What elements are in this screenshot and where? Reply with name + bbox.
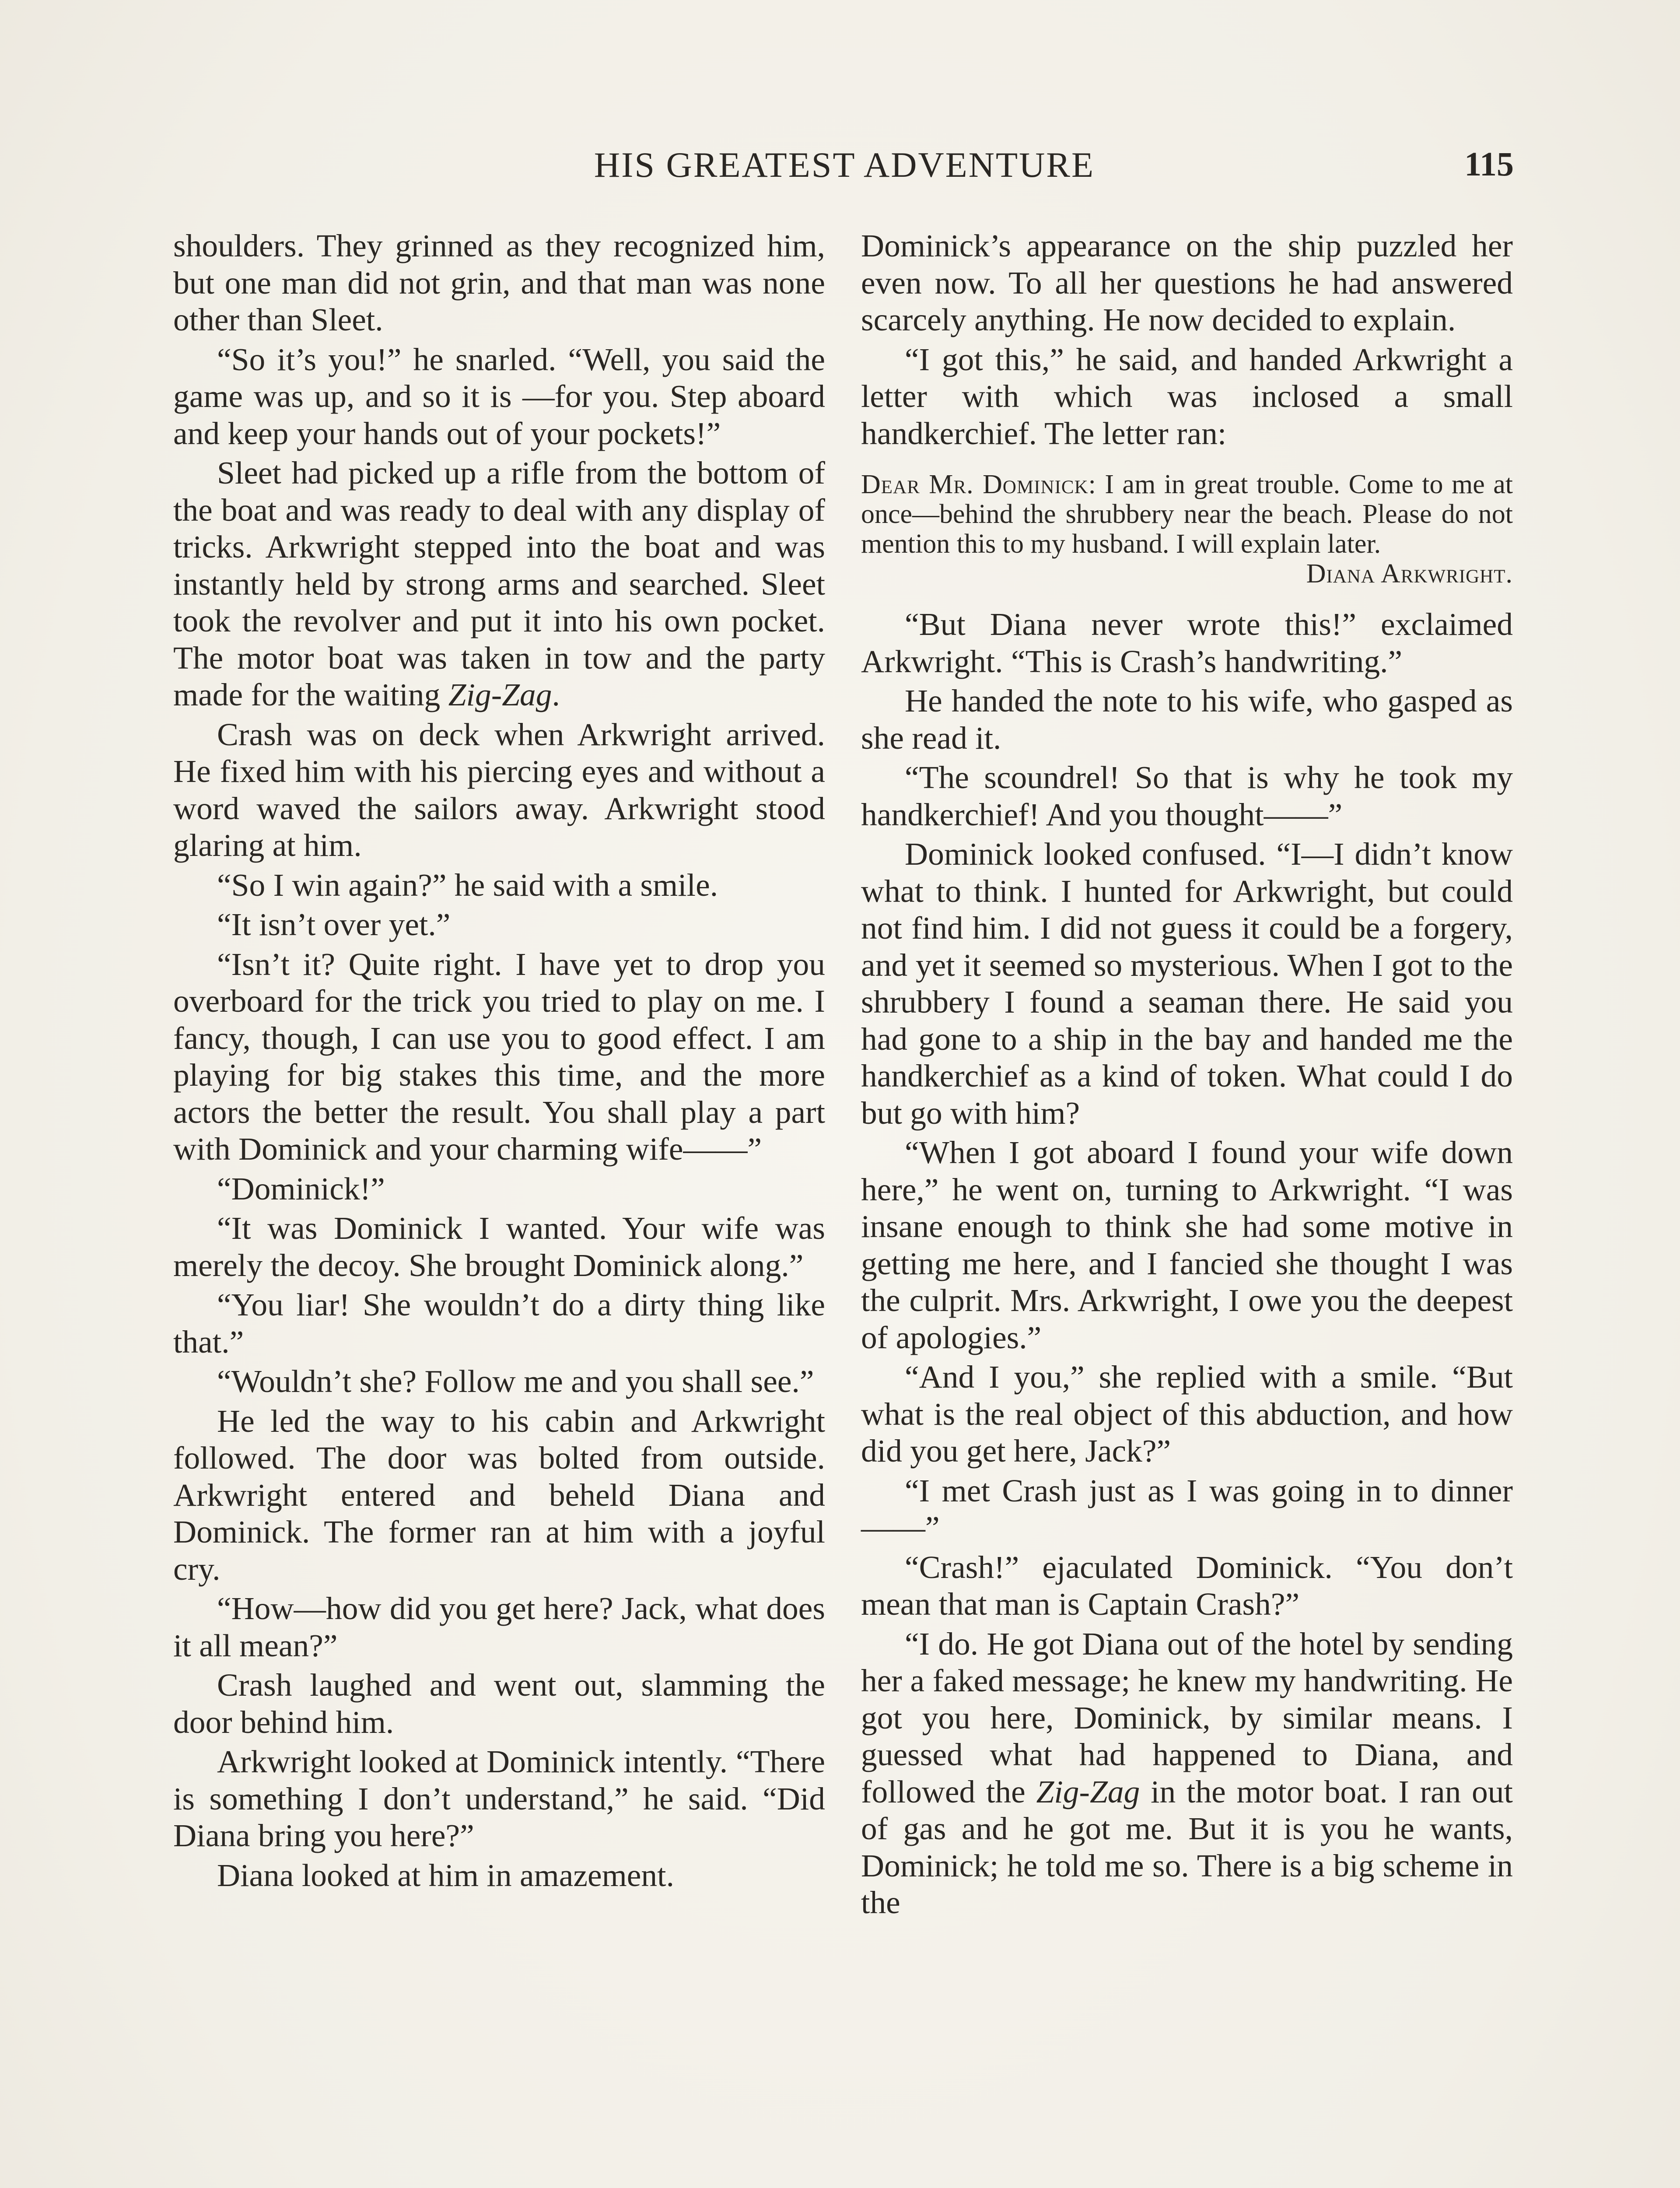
paragraph-text: Sleet had picked up a rifle from the bottom of the boat and was ready to deal with any display of tricks. Arkwright stepped into the boat and was instantly held by strong arms and searched. Sleet took the revolver and put it into his own pocket. The motor boat was taken in tow and the party made for the waiting [173,455,825,712]
paragraph: Diana looked at him in amazement. [217,1857,674,1893]
paragraph: “When I got aboard I found your wife down here,” he went on, turning to Arkwright. “I was insane enough to think she had some motive in getting me here, and I fancied she thought I was the culprit. Mrs. Arkwright, I owe you the deepest of apologies.” [861,1135,1513,1355]
paragraph: “It was Dominick I wanted. Your wife was merely the decoy. She brought Dominick along.” [173,1210,825,1283]
paragraph: “Wouldn’t she? Follow me and you shall see.” [217,1364,814,1399]
paragraph: “So it’s you!” he snarled. “Well, you said the game was up, and so it is —for you. Step aboard and keep your hands out of your pockets!” [173,341,825,451]
left-column [173,228,825,1897]
paragraph: He handed the note to his wife, who gasped as she read it. [861,683,1513,756]
letter-signature: Diana Arkwright. [1306,559,1513,589]
page-number: 115 [1464,145,1514,183]
ship-name: Zig-Zag [448,677,552,712]
paragraph-text: “I do. He got Diana out of the hotel by sending her a faked message; he knew my handwriting. He got you here, Dominick, by similar means. I guessed what had happened to Diana, and followed the [861,1626,1513,1809]
paragraph: “How—how did you get here? Jack, what does it all mean?” [173,1591,825,1663]
paragraph: “Crash!” ejaculated Dominick. “You don’t mean that man is Captain Crash?” [861,1549,1513,1622]
paragraph: Crash laughed and went out, slamming the door behind him. [173,1667,825,1740]
paragraph: “The scoundrel! So that is why he took my handkerchief! And you thought——” [861,760,1513,832]
letter-body: I am in great trouble. Come to me at once—behind the shrubbery near the beach. Please do not mention this to my husband. I will explain later. [861,470,1513,559]
paragraph: Arkwright looked at Dominick intently. “There is something I don’t understand,” he said. “Did Diana bring you here?” [173,1744,825,1853]
paragraph: Crash was on deck when Arkwright arrived. He fixed him with his piercing eyes and without a word waved the sailors away. Arkwright stood glaring at him. [173,716,825,863]
running-title: HIS GREATEST ADVENTURE [594,145,1095,185]
paragraph-text: in the motor boat. I ran out of gas and he got me. But it is you he wants, Dominick; he told me so. There is a big scheme in the [861,1774,1513,1920]
paragraph [173,455,825,714]
letter-salutation: Dear Mr. Dominick: [861,470,1096,499]
paragraph: “Isn’t it? Quite right. I have yet to drop you overboard for the trick you tried to play on me. I fancy, though, I can use you to good effect. I am playing for big stakes this time, and the more actors the better the result. You shall play a part with Dominick and your charming wife——” [173,946,825,1167]
paragraph: shoulders. They grinned as they recognized him, but one man did not grin, and that man was none other than Sleet. [173,228,825,337]
paragraph: Dominick’s appearance on the ship puzzled her even now. To all her questions he had answered scarcely anything. He now decided to explain. [861,228,1513,337]
paragraph: “I got this,” he said, and handed Arkwright a letter with which was inclosed a small handkerchief. The letter ran: [861,341,1513,451]
paragraph [861,1626,1513,1922]
paragraph: “It isn’t over yet.” [217,907,451,942]
paragraph: He led the way to his cabin and Arkwright followed. The door was bolted from outside. Arkwright entered and beheld Diana and Dominick. The former ran at him with a joyful cry. [173,1403,825,1587]
paragraph: “So I win again?” he said with a smile. [217,867,718,903]
paragraph: “But Diana never wrote this!” exclaimed Arkwright. “This is Crash’s handwriting.” [861,607,1513,679]
punctuation: . [552,677,560,712]
paragraph: “You liar! She wouldn’t do a dirty thing like that.” [173,1287,825,1360]
paragraph: Dominick looked confused. “I—I didn’t know what to think. I hunted for Arkwright, but could not find him. I did not guess it could be a forgery, and yet it seemed so mysterious. When I got to the shrubbery I found a seaman there. He said you had gone to a ship in the bay and handed me the handkerchief as a kind of token. What could I do but go with him? [861,836,1513,1131]
quoted-letter [861,470,1513,589]
paragraph: “Dominick!” [217,1171,385,1206]
ship-name: Zig-Zag [1036,1774,1140,1809]
right-column [861,228,1513,1924]
paragraph: “And I you,” she replied with a smile. “But what is the real object of this abduction, and how did you get here, Jack?” [861,1359,1513,1469]
paragraph: “I met Crash just as I was going in to dinner——” [861,1473,1513,1545]
